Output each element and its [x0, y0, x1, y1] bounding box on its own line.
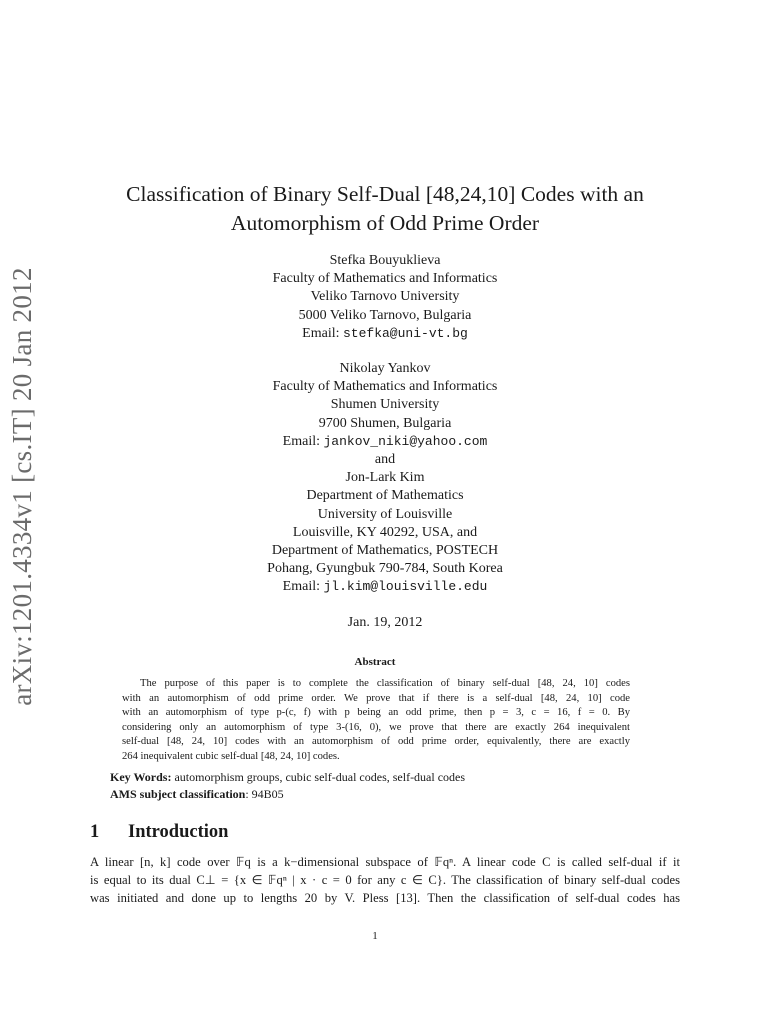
abstract-line: self-dual [48, 24, 10] codes with an automorphism of odd prime order, equivalently, there are exactly: [122, 736, 630, 748]
section-heading: [90, 822, 228, 843]
author-name: Stefka Bouyuklieva: [329, 253, 441, 268]
and-word: and: [374, 452, 396, 468]
title-line-2: Automorphism of Odd Prime Order: [230, 211, 540, 235]
author-affiliation: Faculty of Mathematics and Informatics: [272, 379, 498, 395]
title-line-1: Classification of Binary Self-Dual [48,24,10] Codes with an: [126, 182, 644, 206]
author-affiliation: 5000 Veliko Tarnovo, Bulgaria: [298, 307, 472, 323]
keywords-label: Key Words:: [110, 770, 172, 784]
arxiv-stamp-text: arXiv:1201.4334v1 [cs.IT] 20 Jan 2012: [6, 266, 37, 706]
author-affiliation: Louisville, KY 40292, USA, and: [292, 524, 478, 540]
author-email: jankov_niki@yahoo.com: [323, 433, 488, 449]
author-email: jl.kim@louisville.edu: [323, 579, 488, 595]
author-email-line: [160, 325, 610, 343]
author-affiliation: University of Louisville: [317, 506, 453, 522]
author-affiliation: Department of Mathematics: [306, 488, 464, 504]
keywords-text: automorphism groups, cubic self-dual codes, self-dual codes: [171, 770, 466, 784]
author-affiliation: Faculty of Mathematics and Informatics: [272, 271, 498, 287]
abstract-heading: Abstract: [354, 656, 396, 668]
abstract-line: with an automorphism of type p-(c, f) with p being an odd prime, then p = 3, c = 16, f = 0. By: [122, 707, 630, 719]
paper-date: Jan. 19, 2012: [347, 614, 423, 630]
email-label: Email:: [302, 325, 343, 341]
page-number: 1: [372, 930, 378, 942]
author-name: Nikolay Yankov: [339, 361, 431, 377]
abstract-line: The purpose of this paper is to complete the classification of binary self-dual [48, 24, 10] codes: [140, 678, 630, 689]
ams-text: : 94B05: [245, 786, 284, 801]
author-affiliation: 9700 Shumen, Bulgaria: [318, 415, 452, 431]
ams-line: [110, 786, 465, 803]
abstract-body: [122, 677, 630, 765]
author-affiliation: Shumen University: [330, 397, 440, 413]
author-affiliation: Department of Mathematics, POSTECH: [271, 543, 499, 559]
body-line: A linear [n, k] code over 𝔽q is a k−dimensional subspace of 𝔽qⁿ. A linear code C is called self-dual if it: [90, 855, 680, 869]
author-affiliation: Pohang, Gyungbuk 790-784, South Korea: [267, 561, 503, 577]
abstract-line: considering only an automorphism of type 3-(16, 0), we prove that there are exactly 264 inequivalent: [122, 721, 630, 733]
author-email-line: [160, 578, 610, 596]
spacer: [160, 343, 610, 360]
abstract-line: 264 inequivalent cubic self-dual [48, 24, 10] codes.: [122, 750, 340, 762]
section-number: 1: [90, 822, 100, 842]
ams-label: AMS subject classification: [110, 786, 246, 801]
abstract-line: with an automorphism of odd prime order. We prove that if there is a self-dual [48, 24, 10] code: [122, 692, 630, 704]
author-email-line: [160, 433, 610, 451]
keywords-line: [110, 769, 465, 786]
email-label: Email:: [282, 433, 324, 449]
author-name: Jon-Lark Kim: [345, 470, 425, 486]
body-line: is equal to its dual C⊥ = {x ∈ 𝔽qⁿ | x · c = 0 for any c ∈ C}. The classification of binary self-dual codes: [90, 873, 680, 888]
section-title: Introduction: [128, 822, 229, 842]
keywords-block: [110, 769, 465, 802]
spacer: [160, 597, 610, 614]
author-affiliation: Veliko Tarnovo University: [310, 289, 460, 305]
body-line: was initiated and done up to lengths 20 by V. Pless [13]. Then the classification of self-dual codes has: [90, 891, 680, 906]
paper-title: [95, 180, 675, 238]
email-label: Email:: [282, 579, 324, 595]
author-block: [160, 252, 610, 632]
arxiv-stamp: [5, 266, 39, 706]
intro-body: [90, 853, 680, 908]
author-email: stefka@uni-vt.bg: [343, 325, 468, 341]
